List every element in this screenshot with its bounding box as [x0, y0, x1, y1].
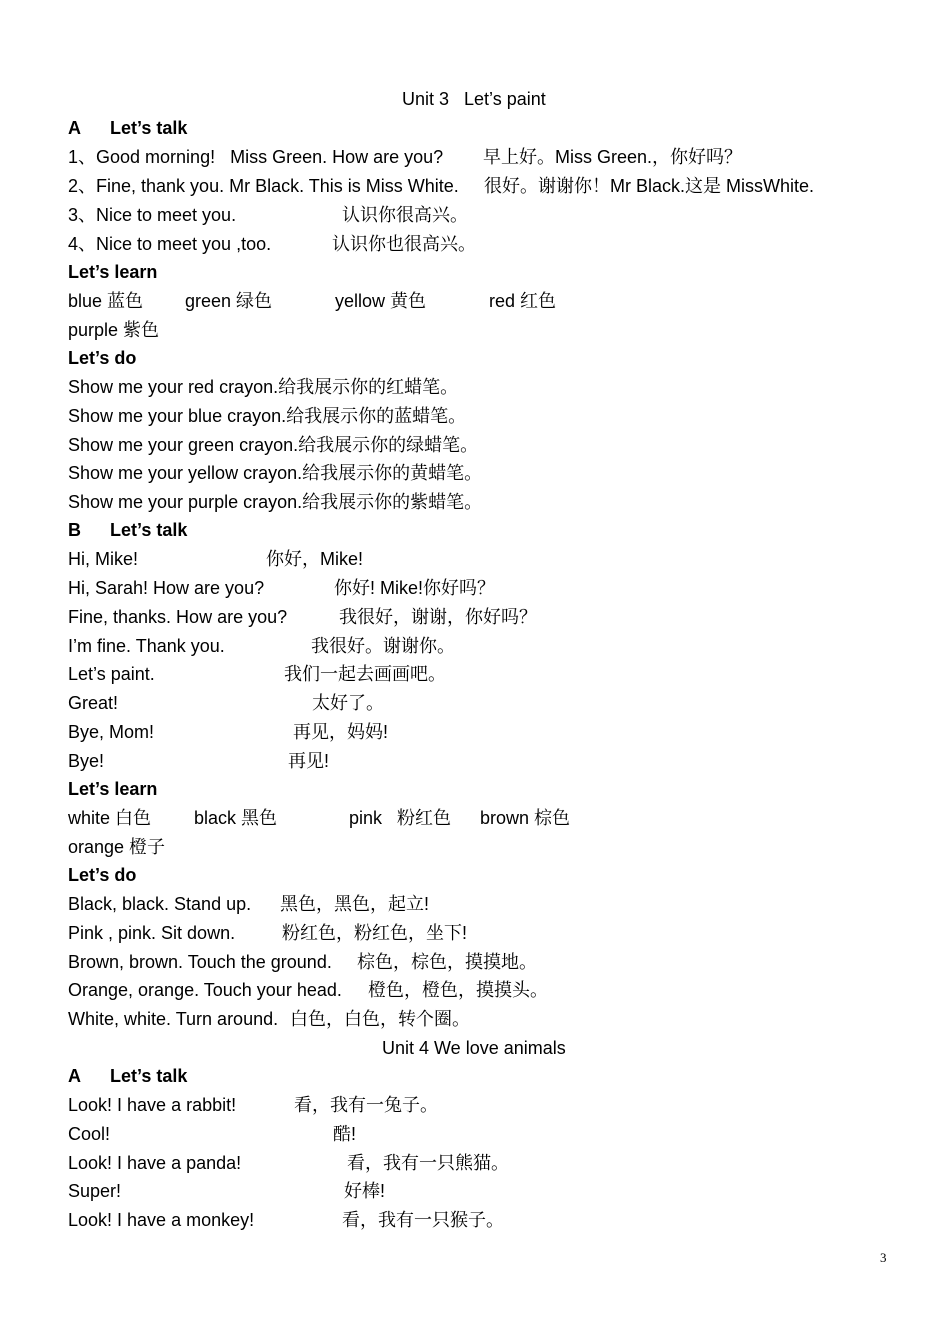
instruction-text: Show me your blue crayon.给我展示你的蓝蜡笔。: [68, 406, 467, 426]
section-letter: A: [68, 118, 81, 138]
section-heading: Let’s talk: [110, 1066, 188, 1086]
chinese-text: 看，我有一只熊猫。: [347, 1153, 509, 1173]
section-heading: Let’s learn: [68, 262, 158, 282]
english-text: Look! I have a monkey!: [68, 1210, 255, 1230]
instruction-text: Show me your yellow crayon.给我展示你的黄蜡笔。: [68, 463, 483, 483]
chinese-text: 看，我有一只猴子。: [342, 1210, 504, 1230]
section-heading: Let’s do: [68, 865, 137, 885]
instruction-text: Show me your red crayon.给我展示你的红蜡笔。: [68, 377, 459, 397]
english-text: Hi, Sarah! How are you?: [68, 578, 265, 598]
english-text: White, white. Turn around.: [68, 1009, 279, 1029]
chinese-text: 好棒!: [344, 1181, 386, 1201]
english-text: 3、Nice to meet you.: [68, 205, 237, 225]
instruction-text: Show me your green crayon.给我展示你的绿蜡笔。: [68, 435, 479, 455]
section-heading: Let’s talk: [110, 118, 188, 138]
vocab-word: yellow 黄色: [335, 291, 427, 311]
vocab-word: pink 粉红色: [349, 808, 452, 828]
english-text: Bye!: [68, 751, 105, 771]
english-text: Super!: [68, 1181, 122, 1201]
vocab-word: blue 蓝色: [68, 291, 144, 311]
chinese-text: 你好! Mike!你好吗？: [334, 578, 496, 598]
english-text: Look! I have a panda!: [68, 1153, 242, 1173]
chinese-text: 粉红色，粉红色，坐下!: [282, 923, 467, 943]
chinese-text: 橙色，橙色，摸摸头。: [368, 980, 548, 1000]
chinese-text: 我很好，谢谢，你好吗？: [339, 607, 537, 627]
vocab-word: red 红色: [489, 291, 557, 311]
chinese-text: 白色，白色，转个圈。: [290, 1009, 470, 1029]
english-text: Fine, thanks. How are you?: [68, 607, 288, 627]
chinese-text: 你好，Mike!: [266, 549, 364, 569]
vocab-word: brown 棕色: [480, 808, 571, 828]
chinese-text: 早上好。Miss Green.，你好吗？: [483, 147, 743, 167]
english-text: 1、Good morning! Miss Green. How are you?: [68, 147, 444, 167]
unit3-title: Unit 3 Let’s paint: [402, 89, 546, 109]
unit4-title: Unit 4 We love animals: [382, 1038, 566, 1058]
chinese-text: 再见!: [288, 751, 330, 771]
english-text: Orange, orange. Touch your head.: [68, 980, 342, 1000]
chinese-text: 认识你很高兴。: [342, 205, 468, 225]
english-text: Brown, brown. Touch the ground.: [68, 952, 332, 972]
chinese-text: 认识你也很高兴。: [332, 234, 476, 254]
section-letter: A: [68, 1066, 81, 1086]
vocab-word: orange 橙子: [68, 837, 166, 857]
english-text: Look! I have a rabbit!: [68, 1095, 237, 1115]
english-text: Hi, Mike!: [68, 549, 139, 569]
chinese-text: 再见，妈妈!: [293, 722, 389, 742]
vocab-word: purple 紫色: [68, 320, 160, 340]
english-text: 4、Nice to meet you ,too.: [68, 234, 272, 254]
vocab-word: green 绿色: [185, 291, 273, 311]
chinese-text: 黑色，黑色，起立!: [280, 894, 430, 914]
page-number: 3: [880, 1250, 887, 1265]
chinese-text: 棕色，棕色，摸摸地。: [357, 952, 537, 972]
english-text: Cool!: [68, 1124, 111, 1144]
chinese-text: 太好了。: [312, 693, 384, 713]
english-text: Black, black. Stand up.: [68, 894, 252, 914]
english-text: Pink , pink. Sit down.: [68, 923, 236, 943]
english-text: Bye, Mom!: [68, 722, 155, 742]
english-text: Great!: [68, 693, 119, 713]
section-heading: Let’s learn: [68, 779, 158, 799]
english-text: 2、Fine, thank you. Mr Black. This is Miss White.: [68, 176, 459, 196]
english-text: I’m fine. Thank you.: [68, 636, 225, 656]
chinese-text: 看，我有一兔子。: [294, 1095, 438, 1115]
chinese-text: 很好。谢谢你！Mr Black.这是 MissWhite.: [484, 176, 815, 196]
chinese-text: 酷!: [333, 1124, 357, 1144]
vocab-word: black 黑色: [194, 808, 278, 828]
section-letter: B: [68, 520, 81, 540]
chinese-text: 我们一起去画画吧。: [284, 664, 446, 684]
section-heading: Let’s talk: [110, 520, 188, 540]
chinese-text: 我很好。谢谢你。: [311, 636, 455, 656]
instruction-text: Show me your purple crayon.给我展示你的紫蜡笔。: [68, 492, 483, 512]
section-heading: Let’s do: [68, 348, 137, 368]
vocab-word: white 白色: [68, 808, 152, 828]
english-text: Let’s paint.: [68, 664, 155, 684]
